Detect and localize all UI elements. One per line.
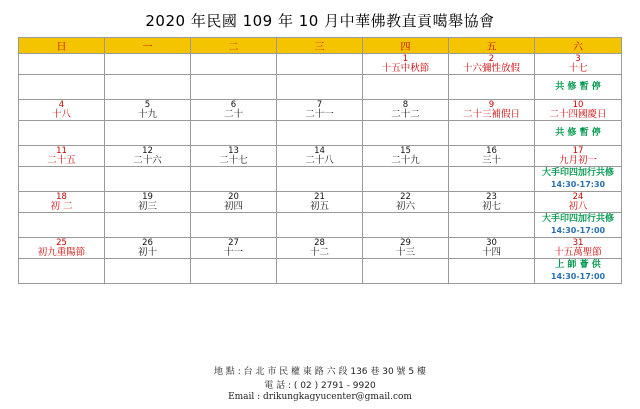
lunar-date: 初九重陽節 (37, 247, 86, 258)
lunar-date: 二十五 (47, 155, 76, 166)
date-row (19, 192, 622, 213)
lunar-date: 二十二 (391, 109, 420, 120)
event-row (19, 75, 622, 100)
event-title: 大手印四加行共修 (541, 214, 614, 224)
lunar-date: 二十九 (391, 155, 420, 166)
event-cell (535, 75, 622, 100)
event-cell (277, 75, 363, 100)
day-cell (449, 100, 535, 121)
day-number: 18 (56, 192, 67, 202)
day-cell (363, 192, 449, 213)
day-number: 28 (314, 238, 325, 248)
event-row (19, 121, 622, 146)
day-cell (105, 100, 191, 121)
event-row (19, 259, 622, 284)
event-cell (105, 167, 191, 192)
date-row (19, 146, 622, 167)
lunar-date: 二十四國慶日 (549, 109, 607, 120)
day-cell (191, 192, 277, 213)
weekday-friday: 五 (449, 38, 535, 54)
day-cell (105, 238, 191, 259)
day-number: 21 (314, 192, 325, 202)
event-time: 14:30-17:00 (550, 226, 606, 235)
event-cell (449, 167, 535, 192)
day-cell (449, 238, 535, 259)
lunar-date: 二十六 (133, 155, 162, 166)
date-row (19, 54, 622, 75)
event-cell (449, 213, 535, 238)
day-number: 20 (228, 192, 239, 202)
day-number: 2 (488, 54, 495, 64)
day-cell (19, 146, 105, 167)
day-number: 31 (572, 238, 584, 248)
day-cell (191, 100, 277, 121)
event-cell (535, 167, 622, 192)
lunar-date: 十八 (51, 109, 71, 120)
weekday-sunday: 日 (19, 38, 105, 54)
event-cell (535, 213, 622, 238)
event-cell (363, 259, 449, 284)
lunar-date: 九月初一 (558, 155, 597, 166)
day-number: 19 (142, 192, 153, 202)
event-cell (191, 121, 277, 146)
day-cell (535, 54, 622, 75)
event-cell (363, 167, 449, 192)
event-cell (277, 213, 363, 238)
event-cell (363, 75, 449, 100)
day-number: 29 (400, 238, 411, 248)
lunar-date: 十二 (309, 247, 329, 258)
event-title: 共 修 暫 停 (555, 127, 601, 138)
lunar-date: 初七 (481, 201, 501, 212)
lunar-date: 二十八 (305, 155, 334, 166)
weekday-thursday: 四 (363, 38, 449, 54)
lunar-date: 初六 (395, 201, 415, 212)
day-cell (535, 100, 622, 121)
lunar-date: 二十三補假日 (462, 109, 520, 120)
lunar-date: 十六彌性放假 (462, 63, 520, 74)
day-cell (449, 192, 535, 213)
day-number: 30 (486, 238, 497, 248)
event-cell (535, 121, 622, 146)
lunar-date: 二十一 (305, 109, 334, 120)
day-number: 10 (572, 100, 584, 110)
day-cell (105, 146, 191, 167)
day-cell (363, 100, 449, 121)
day-cell (19, 54, 105, 75)
event-cell (191, 167, 277, 192)
day-number: 13 (228, 146, 239, 156)
day-number: 3 (575, 54, 581, 64)
lunar-date: 十三 (395, 247, 415, 258)
event-row (19, 167, 622, 192)
event-cell (19, 75, 105, 100)
event-cell (449, 259, 535, 284)
date-row (19, 100, 622, 121)
event-cell (449, 75, 535, 100)
day-cell (191, 54, 277, 75)
day-number: 8 (402, 100, 409, 110)
day-cell (535, 238, 622, 259)
footer-phone: 電 話 : ( 02 ) 2791 - 9920 (264, 381, 376, 391)
event-cell (363, 121, 449, 146)
weekday-monday: 一 (105, 38, 191, 54)
day-cell (277, 146, 363, 167)
day-number: 22 (400, 192, 411, 202)
day-cell (191, 146, 277, 167)
day-number: 15 (400, 146, 411, 156)
day-number: 16 (486, 146, 497, 156)
lunar-date: 三十 (481, 155, 501, 166)
day-cell (105, 54, 191, 75)
day-number: 7 (316, 100, 323, 110)
lunar-date: 十九 (137, 109, 157, 120)
weekday-header-row (19, 38, 622, 54)
day-cell (19, 192, 105, 213)
calendar-table (18, 37, 622, 284)
event-row (19, 213, 622, 238)
day-cell (105, 192, 191, 213)
event-cell (105, 121, 191, 146)
day-number: 11 (56, 146, 67, 156)
event-title: 大手印四加行共修 (541, 168, 614, 178)
lunar-date: 初三 (137, 201, 157, 212)
footer-email: Email : drikungkagyucenter@gmail.com (228, 392, 412, 402)
event-time: 14:30-17:30 (550, 180, 606, 189)
day-cell (277, 54, 363, 75)
day-number: 27 (228, 238, 239, 248)
day-number: 12 (142, 146, 153, 156)
event-cell (105, 259, 191, 284)
day-cell (19, 238, 105, 259)
day-number: 24 (572, 192, 584, 202)
day-number: 14 (314, 146, 325, 156)
day-cell (535, 192, 622, 213)
lunar-date: 二十七 (219, 155, 248, 166)
event-cell (449, 121, 535, 146)
event-title: 上 師 薈 供 (555, 260, 601, 270)
day-number: 5 (144, 100, 151, 110)
event-cell (535, 259, 622, 284)
day-cell (191, 238, 277, 259)
event-cell (19, 167, 105, 192)
event-cell (191, 75, 277, 100)
day-cell (277, 192, 363, 213)
lunar-date: 初五 (309, 201, 329, 212)
day-cell (449, 146, 535, 167)
event-cell (277, 259, 363, 284)
lunar-date: 初四 (223, 201, 243, 212)
weekday-tuesday: 二 (191, 38, 277, 54)
lunar-date: 十五中秋節 (381, 63, 430, 74)
footer-address: 地 點 : 台 北 市 民 權 東 路 六 段 136 巷 30 號 5 樓 (213, 367, 427, 377)
event-cell (105, 75, 191, 100)
day-number: 25 (56, 238, 67, 248)
event-cell (191, 213, 277, 238)
day-number: 4 (58, 100, 65, 110)
day-number: 1 (402, 54, 409, 64)
day-cell (363, 146, 449, 167)
lunar-date: 初十 (137, 247, 157, 258)
event-cell (277, 167, 363, 192)
lunar-date: 十七 (568, 63, 588, 74)
event-cell (19, 259, 105, 284)
lunar-date: 十五萬聖節 (554, 247, 602, 258)
day-cell (363, 238, 449, 259)
day-number: 17 (572, 146, 584, 156)
event-cell (19, 121, 105, 146)
lunar-date: 初八 (568, 201, 588, 212)
calendar-title: 2020 年民國 109 年 10 月中華佛教直貢噶舉協會 (145, 12, 495, 30)
event-cell (363, 213, 449, 238)
day-cell (19, 100, 105, 121)
day-cell (277, 238, 363, 259)
day-number: 26 (142, 238, 153, 248)
lunar-date: 十一 (223, 247, 243, 258)
day-number: 23 (486, 192, 497, 202)
calendar-body (19, 54, 622, 284)
day-cell (277, 100, 363, 121)
lunar-date: 初 二 (50, 201, 73, 212)
lunar-date: 十四 (481, 247, 501, 258)
event-time: 14:30-17:00 (550, 272, 606, 281)
day-number: 6 (230, 100, 237, 110)
weekday-wednesday: 三 (277, 38, 363, 54)
day-cell (449, 54, 535, 75)
weekday-saturday: 六 (535, 38, 622, 54)
event-cell (277, 121, 363, 146)
day-number: 9 (488, 100, 495, 110)
lunar-date: 二十 (223, 109, 243, 120)
day-cell (535, 146, 622, 167)
event-title: 共 修 暫 停 (555, 81, 601, 92)
day-cell (363, 54, 449, 75)
date-row (19, 238, 622, 259)
event-cell (105, 213, 191, 238)
event-cell (19, 213, 105, 238)
event-cell (191, 259, 277, 284)
